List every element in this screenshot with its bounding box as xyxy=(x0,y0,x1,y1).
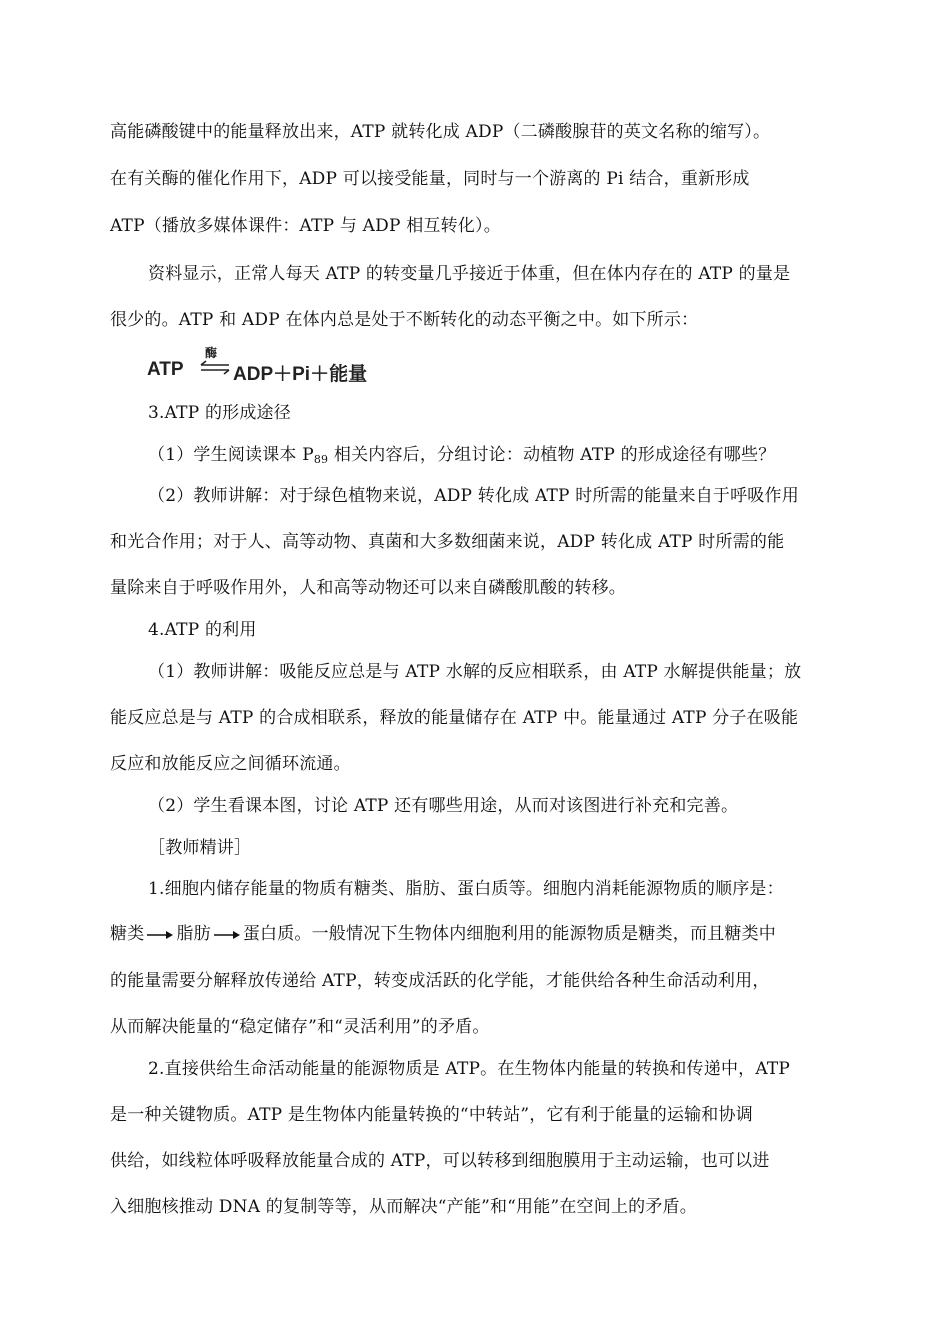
arrow-right-icon xyxy=(146,930,174,940)
text-line: 在有关酶的催化作用下，ADP 可以接受能量，同时与一个游离的 Pi 结合，重新形成 xyxy=(110,169,750,189)
text-line: 资料显示，正常人每天 ATP 的转变量几乎接近于体重，但在体内存在的 ATP 的量是 xyxy=(148,264,791,284)
text-line: （1）教师讲解：吸能反应总是与 ATP 水解的反应相联系，由 ATP 水解提供能量；放 xyxy=(148,662,802,682)
text-line: 入细胞核推动 DNA 的复制等等，从而解决“产能”和“用能”在空间上的矛盾。 xyxy=(110,1197,697,1217)
text-line: ATP（播放多媒体课件：ATP 与 ADP 相互转化）。 xyxy=(110,216,501,236)
text-line: 的能量需要分解释放传递给 ATP，转变成活跃的化学能，才能供给各种生命活动利用， xyxy=(110,971,770,991)
reversible-arrow-icon xyxy=(199,360,231,376)
text-line: 1.细胞内储存能量的物质有糖类、脂肪、蛋白质等。细胞内消耗能源物质的顺序是： xyxy=(148,879,784,899)
section-heading: 4.ATP 的利用 xyxy=(148,620,257,640)
text-line: 从而解决能量的“稳定储存”和“灵活利用”的矛盾。 xyxy=(110,1017,490,1037)
equation-enzyme-label: 酶 xyxy=(205,346,218,360)
text-line: 2.直接供给生命活动能量的能源物质是 ATP。在生物体内能量的转换和传递中，ATP xyxy=(148,1059,791,1079)
text-line: 反应和放能反应之间循环流通。 xyxy=(110,754,351,774)
text-line: 高能磷酸键中的能量释放出来，ATP 就转化成 ADP（二磷酸腺苷的英文名称的缩写）。 xyxy=(110,122,771,142)
text-line: 供给，如线粒体呼吸释放能量合成的 ATP，可以转移到细胞膜用于主动运输，也可以进 xyxy=(110,1151,770,1171)
text-line: 很少的。ATP 和 ADP 在体内总是处于不断转化的动态平衡之中。如下所示： xyxy=(110,310,699,330)
text-line: 糖类 脂肪 蛋白质。一般情况下生物体内细胞利用的能源物质是糖类，而且糖类中 xyxy=(110,924,777,944)
text-line: （2）学生看课本图，讨论 ATP 还有哪些用途，从而对该图进行补充和完善。 xyxy=(148,796,739,816)
equation-left: ATP xyxy=(147,359,184,380)
text-line: （2）教师讲解：对于绿色植物来说，ADP 转化成 ATP 时所需的能量来自于呼吸作用 xyxy=(148,486,799,506)
text-line: 是一种关键物质。ATP 是生物体内能量转换的“中转站”，它有利于能量的运输和协调 xyxy=(110,1105,753,1125)
section-heading: 3.ATP 的形成途径 xyxy=(148,403,291,423)
section-heading: ［教师精讲］ xyxy=(148,838,252,858)
text-line: 量除来自于呼吸作用外，人和高等动物还可以来自磷酸肌酸的转移。 xyxy=(110,578,626,598)
text-line: 能反应总是与 ATP 的合成相联系，释放的能量储存在 ATP 中。能量通过 ATP 分子在吸能 xyxy=(110,708,799,728)
text-line: 和光合作用；对于人、高等动物、真菌和大多数细菌来说，ADP 转化成 ATP 时所需的能 xyxy=(110,532,785,552)
equation-right: ADP＋Pi＋能量 xyxy=(233,364,368,385)
text-line: （1）学生阅读课本 $P_{89}$ 相关内容后，分组讨论：动植物 ATP 的形成途径有哪些？ xyxy=(148,445,776,466)
arrow-right-icon xyxy=(213,930,241,940)
